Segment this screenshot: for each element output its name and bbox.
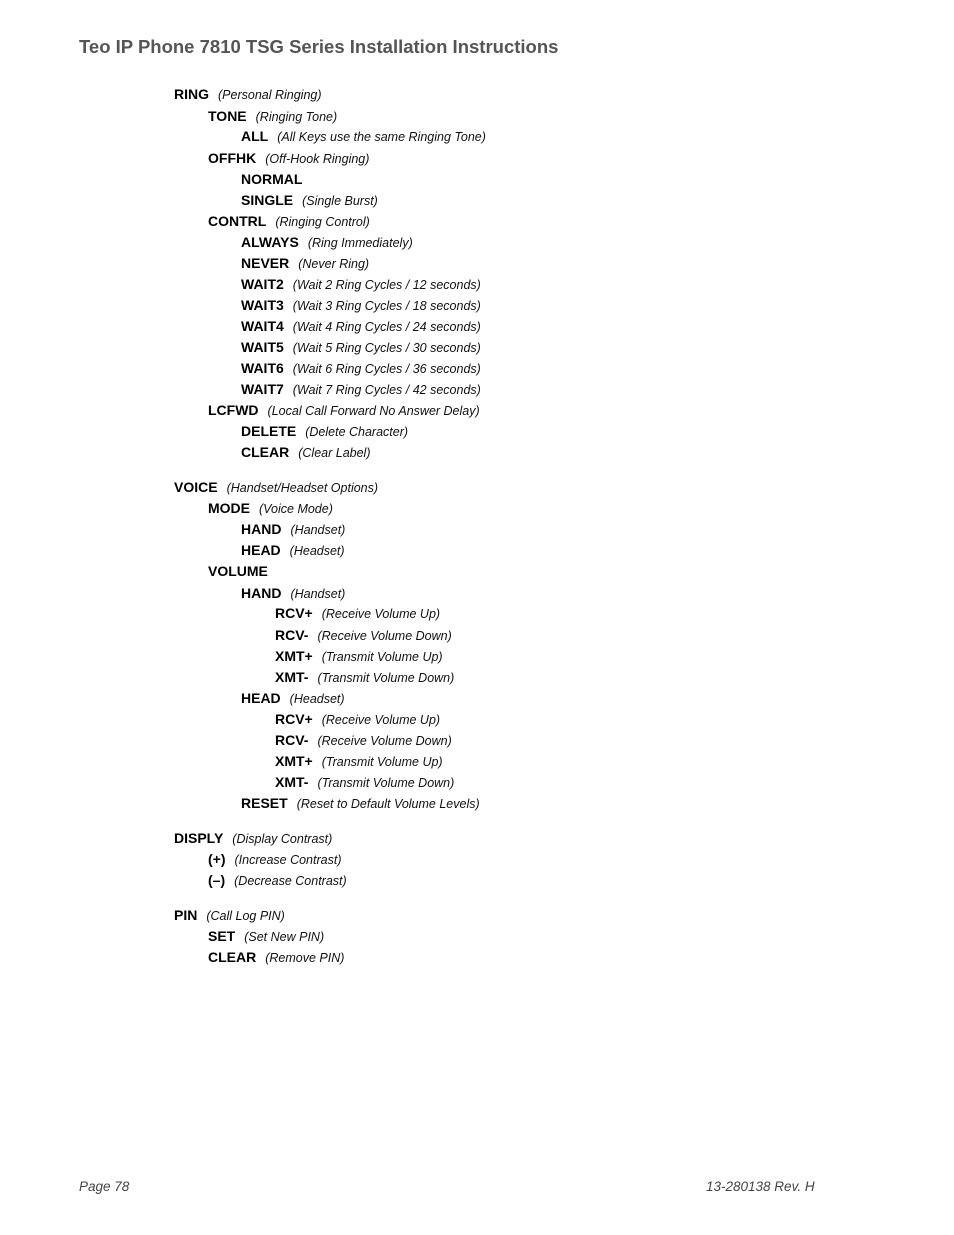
menu-keyword: DELETE [241, 423, 297, 439]
menu-description: (Wait 3 Ring Cycles / 18 seconds) [292, 299, 481, 313]
menu-keyword: WAIT4 [241, 318, 284, 334]
menu-description: (Local Call Forward No Answer Delay) [267, 404, 480, 418]
menu-keyword: SET [208, 928, 236, 944]
menu-item [241, 255, 369, 272]
menu-description: (Wait 7 Ring Cycles / 42 seconds) [292, 383, 481, 397]
menu-keyword: (–) [208, 872, 226, 888]
menu-item [241, 521, 345, 538]
menu-description: (Ringing Control) [275, 215, 370, 229]
menu-keyword: CLEAR [241, 444, 290, 460]
menu-item [208, 213, 370, 230]
menu-item [208, 500, 333, 517]
menu-keyword: NORMAL [241, 171, 303, 187]
menu-keyword: DISPLY [174, 830, 224, 846]
menu-item [241, 381, 481, 398]
menu-item [241, 339, 481, 356]
menu-description: (Delete Character) [305, 425, 409, 439]
menu-item [275, 711, 440, 728]
menu-description: (All Keys use the same Ringing Tone) [277, 130, 486, 144]
menu-item [174, 830, 332, 847]
menu-item [208, 928, 324, 945]
menu-keyword: XMT- [275, 669, 309, 685]
menu-item [241, 444, 371, 461]
menu-description: (Never Ring) [298, 257, 370, 271]
menu-item [241, 795, 480, 812]
menu-item [208, 872, 347, 889]
menu-description: (Receive Volume Down) [317, 734, 452, 748]
menu-description: (Ring Immediately) [307, 236, 413, 250]
menu-description: (Wait 4 Ring Cycles / 24 seconds) [292, 320, 481, 334]
menu-item [241, 128, 486, 145]
menu-item [241, 234, 413, 251]
menu-item [208, 108, 337, 125]
menu-item [241, 276, 481, 293]
menu-description: (Receive Volume Down) [317, 629, 452, 643]
menu-description: (Display Contrast) [232, 832, 333, 846]
menu-description: (Headset) [289, 692, 345, 706]
menu-keyword: VOICE [174, 479, 218, 495]
menu-item [241, 423, 408, 440]
menu-keyword: RING [174, 86, 209, 102]
page-number: Page 78 [79, 1179, 130, 1194]
document-id: 13-280138 Rev. H [706, 1179, 815, 1194]
menu-description: (Call Log PIN) [206, 909, 285, 923]
menu-description: (Single Burst) [302, 194, 378, 208]
menu-description: (Transmit Volume Up) [321, 755, 443, 769]
menu-keyword: HEAD [241, 690, 281, 706]
menu-item [208, 949, 344, 966]
menu-item [241, 360, 481, 377]
menu-keyword: WAIT7 [241, 381, 284, 397]
menu-description: (Wait 2 Ring Cycles / 12 seconds) [292, 278, 481, 292]
menu-keyword: VOLUME [208, 563, 268, 579]
menu-description: (Wait 5 Ring Cycles / 30 seconds) [292, 341, 481, 355]
menu-keyword: HAND [241, 521, 282, 537]
menu-description: (Off-Hook Ringing) [265, 152, 370, 166]
menu-item [208, 150, 369, 167]
menu-item [241, 585, 345, 602]
menu-item [208, 402, 480, 419]
menu-item [241, 690, 345, 707]
menu-keyword: CLEAR [208, 949, 257, 965]
menu-keyword: TONE [208, 108, 247, 124]
menu-item [275, 627, 452, 644]
menu-keyword: RCV- [275, 627, 309, 643]
menu-item [275, 753, 443, 770]
menu-keyword: WAIT2 [241, 276, 284, 292]
menu-keyword: OFFHK [208, 150, 257, 166]
menu-item [174, 86, 322, 103]
menu-item [275, 732, 452, 749]
menu-keyword: WAIT3 [241, 297, 284, 313]
menu-item [275, 669, 454, 686]
menu-item [275, 774, 454, 791]
menu-keyword: ALL [241, 128, 269, 144]
menu-keyword: (+) [208, 851, 226, 867]
menu-description: (Handset) [290, 587, 346, 601]
menu-keyword: NEVER [241, 255, 290, 271]
menu-description: (Ringing Tone) [255, 110, 338, 124]
menu-keyword: SINGLE [241, 192, 294, 208]
menu-description: (Increase Contrast) [234, 853, 342, 867]
menu-item [208, 851, 341, 868]
menu-keyword: XMT+ [275, 753, 313, 769]
menu-description: (Handset) [290, 523, 346, 537]
menu-description: (Receive Volume Up) [321, 713, 441, 727]
menu-keyword: RCV- [275, 732, 309, 748]
menu-keyword: CONTRL [208, 213, 267, 229]
menu-keyword: RCV+ [275, 605, 313, 621]
menu-item [275, 648, 443, 665]
menu-description: (Remove PIN) [265, 951, 345, 965]
menu-keyword: RESET [241, 795, 288, 811]
menu-keyword: XMT+ [275, 648, 313, 664]
menu-item [174, 479, 378, 496]
menu-description: (Wait 6 Ring Cycles / 36 seconds) [292, 362, 481, 376]
menu-item [241, 318, 481, 335]
menu-description: (Transmit Volume Down) [317, 671, 455, 685]
menu-item [241, 297, 481, 314]
menu-keyword: MODE [208, 500, 250, 516]
menu-description: (Transmit Volume Down) [317, 776, 455, 790]
menu-keyword: PIN [174, 907, 198, 923]
menu-keyword: XMT- [275, 774, 309, 790]
menu-description: (Transmit Volume Up) [321, 650, 443, 664]
menu-keyword: ALWAYS [241, 234, 299, 250]
menu-description: (Decrease Contrast) [234, 874, 347, 888]
menu-keyword: LCFWD [208, 402, 259, 418]
menu-keyword: WAIT5 [241, 339, 284, 355]
menu-keyword: HAND [241, 585, 282, 601]
menu-description: (Handset/Headset Options) [226, 481, 379, 495]
menu-description: (Set New PIN) [244, 930, 325, 944]
menu-description: (Reset to Default Volume Levels) [296, 797, 480, 811]
menu-item [241, 542, 345, 559]
menu-keyword: HEAD [241, 542, 281, 558]
menu-description: (Voice Mode) [259, 502, 333, 516]
menu-item [174, 907, 285, 924]
menu-item [241, 171, 311, 188]
menu-keyword: WAIT6 [241, 360, 284, 376]
menu-description: (Clear Label) [298, 446, 371, 460]
menu-description: (Receive Volume Up) [321, 607, 441, 621]
menu-item [241, 192, 378, 209]
menu-description: (Personal Ringing) [218, 88, 322, 102]
menu-keyword: RCV+ [275, 711, 313, 727]
menu-item [208, 563, 277, 580]
menu-description: (Headset) [289, 544, 345, 558]
page-title: Teo IP Phone 7810 TSG Series Installation Instructions [79, 36, 559, 57]
menu-item [275, 605, 440, 622]
